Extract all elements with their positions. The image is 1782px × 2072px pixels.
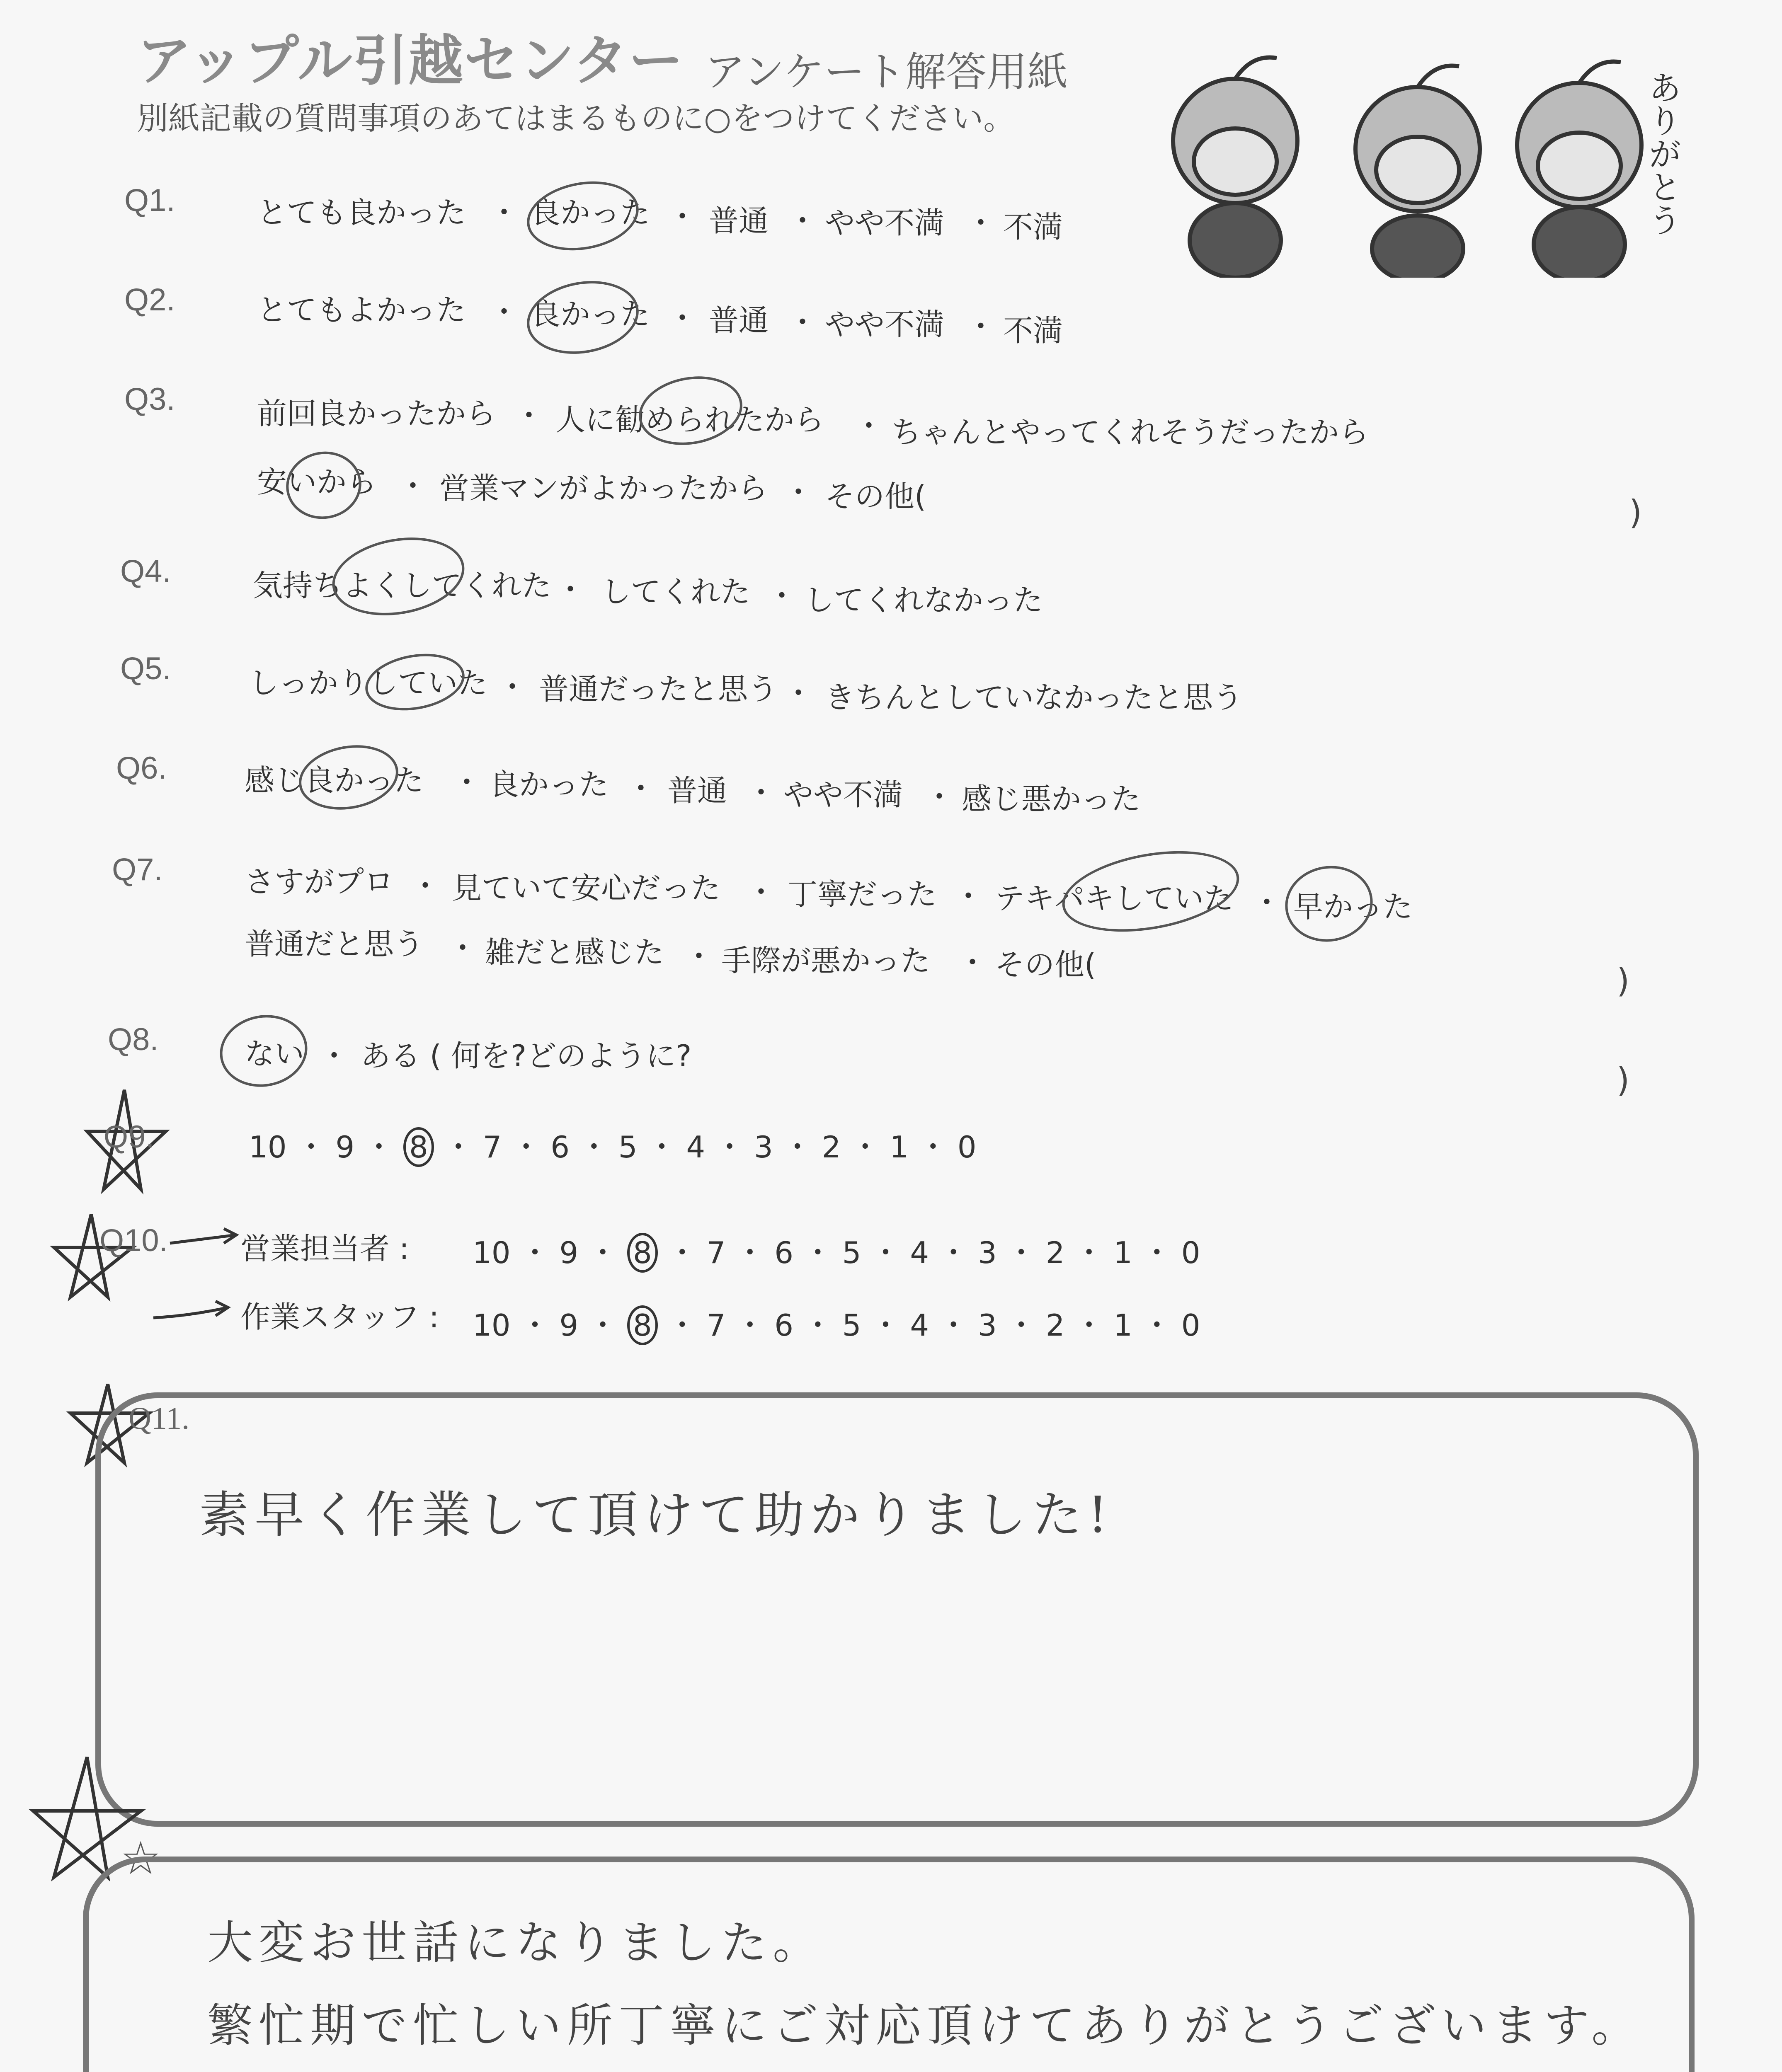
- q1-option-5[interactable]: 不満: [1003, 210, 1063, 244]
- q10-staff-score-4[interactable]: 4: [910, 1308, 929, 1343]
- q5-selection-circle: [361, 646, 469, 718]
- q4-option-1[interactable]: 気持ちよくしてくれた: [253, 568, 552, 603]
- arrow-doodle-staff: [149, 1297, 232, 1326]
- q11-label: Q11.: [128, 1401, 190, 1436]
- q9-score-6[interactable]: 6: [550, 1130, 570, 1164]
- q9-score-4[interactable]: 4: [686, 1130, 706, 1164]
- q7-option-2[interactable]: 見ていて安心だった: [452, 871, 721, 905]
- q3-option-1[interactable]: 前回良かったから: [257, 396, 496, 431]
- q9-score-10[interactable]: 10: [249, 1130, 287, 1164]
- q7-selection-circle-1: [1056, 839, 1245, 944]
- q9-score-5[interactable]: 5: [618, 1130, 638, 1164]
- q2-option-1[interactable]: とてもよかった: [257, 293, 466, 327]
- comment-line-1: 大変お世話になりました。: [207, 1916, 824, 1969]
- q5-label: Q5.: [120, 651, 171, 686]
- q4-selection-circle: [326, 528, 471, 625]
- q10-staff-score-8[interactable]: 8: [627, 1305, 658, 1345]
- monkey-mascots-illustration: [1152, 46, 1716, 278]
- q5-option-3[interactable]: きちんとしていなかったと思う: [825, 680, 1243, 715]
- q8-close-paren: ): [1617, 1061, 1630, 1099]
- q10-sales-score-3[interactable]: 3: [977, 1235, 997, 1270]
- q6-option-1[interactable]: 感じ良かった: [245, 763, 424, 798]
- q10-sales-score-7[interactable]: 7: [706, 1235, 726, 1270]
- q11-answer-text: 素早く作業して頂けて助かりました!: [199, 1486, 1114, 1544]
- q1-option-1[interactable]: とても良かった: [257, 195, 466, 230]
- q10-staff-score-5[interactable]: 5: [842, 1308, 861, 1343]
- q4-label: Q4.: [120, 554, 171, 589]
- q2-option-5[interactable]: 不満: [1003, 313, 1063, 348]
- q6-option-4[interactable]: やや不満: [783, 777, 903, 812]
- q7-option-6[interactable]: 普通だと思う: [245, 927, 424, 961]
- q8-label: Q8.: [108, 1022, 159, 1057]
- q10-staff-label: 作業スタッフ :: [240, 1300, 439, 1334]
- q10-sales-score-9[interactable]: 9: [559, 1235, 579, 1270]
- q2-option-3[interactable]: 普通: [709, 303, 769, 338]
- comment-line-3: [207, 2068, 1105, 2072]
- q2-option-2[interactable]: 良かった: [531, 297, 650, 332]
- q10-staff-score-10[interactable]: 10: [473, 1308, 511, 1343]
- q1-option-3[interactable]: 普通: [709, 203, 769, 238]
- q10-staff-score-1[interactable]: 1: [1113, 1308, 1132, 1343]
- q5-option-2[interactable]: 普通だったと思う: [539, 672, 778, 707]
- q10-staff-score-3[interactable]: 3: [977, 1308, 997, 1343]
- q4-option-3[interactable]: してくれなかった: [804, 583, 1043, 617]
- q6-selection-circle: [294, 738, 404, 817]
- q7-option-8[interactable]: 手際が悪かった: [721, 943, 931, 978]
- q11-answer-box[interactable]: [95, 1392, 1699, 1827]
- q3-selection-circle-1: [633, 368, 748, 453]
- q3-option-3[interactable]: ちゃんとやってくれそうだったから: [891, 415, 1369, 450]
- q3-label: Q3.: [124, 382, 175, 417]
- q10-staff-score-7[interactable]: 7: [706, 1308, 726, 1343]
- form-subtitle: アンケート解答用紙: [705, 48, 1068, 96]
- q8-option-2[interactable]: ある ( 何を?どのように?: [361, 1038, 692, 1073]
- q7-option-5[interactable]: 早かった: [1293, 889, 1413, 924]
- q6-option-5[interactable]: 感じ悪かった: [962, 782, 1141, 816]
- q3-option-6[interactable]: その他(: [825, 479, 926, 514]
- q10-sales-scale[interactable]: 10 ・ 9 ・ 8 ・ 7 ・ 6 ・ 5 ・ 4 ・ 3 ・ 2 ・ 1 ・ 0: [473, 1229, 1200, 1272]
- q9-label: Q9.: [104, 1119, 155, 1155]
- q3-option-4[interactable]: 安いから: [257, 465, 377, 499]
- q7-close-paren: ): [1617, 961, 1630, 1000]
- q7-option-7[interactable]: 雑だと感じた: [485, 935, 664, 970]
- q10-label: Q10.: [99, 1223, 168, 1258]
- arrow-doodle-sales: [166, 1227, 240, 1251]
- q1-option-2[interactable]: 良かった: [531, 195, 650, 230]
- q9-scale[interactable]: 10 ・ 9 ・ 8 ・ 7 ・ 6 ・ 5 ・ 4 ・ 3 ・ 2 ・ 1 ・ 0: [249, 1123, 977, 1166]
- q10-sales-score-4[interactable]: 4: [910, 1235, 929, 1270]
- q10-staff-score-6[interactable]: 6: [774, 1308, 793, 1343]
- q9-score-8[interactable]: 8: [403, 1127, 434, 1167]
- comment-star-marker: ☆: [120, 1832, 161, 1885]
- q9-score-2[interactable]: 2: [822, 1130, 841, 1164]
- q1-selection-circle: [521, 173, 644, 259]
- q9-score-3[interactable]: 3: [754, 1130, 773, 1164]
- company-title: アップル引越センター: [137, 29, 684, 93]
- q4-option-2[interactable]: してくれた: [601, 574, 751, 609]
- mascot-text: ありがとう: [1643, 70, 1682, 236]
- q10-staff-score-2[interactable]: 2: [1045, 1308, 1065, 1343]
- q1-option-4[interactable]: やや不満: [825, 206, 945, 240]
- q2-label: Q2.: [124, 282, 175, 317]
- q8-option-1[interactable]: ない: [245, 1036, 305, 1071]
- q10-sales-score-1[interactable]: 1: [1113, 1235, 1132, 1270]
- q6-option-2[interactable]: 良かった: [489, 767, 609, 802]
- q10-sales-score-10[interactable]: 10: [473, 1235, 511, 1270]
- q10-sales-score-0[interactable]: 0: [1181, 1235, 1200, 1270]
- q9-score-0[interactable]: 0: [957, 1130, 977, 1164]
- q7-selection-circle-2: [1279, 859, 1379, 949]
- q10-sales-score-5[interactable]: 5: [842, 1235, 861, 1270]
- q3-option-2[interactable]: 人に勧められたから: [555, 402, 824, 437]
- q7-label: Q7.: [112, 852, 163, 887]
- instructions: 別紙記載の質問事項のあてはまるものに○をつけてください。: [137, 100, 1015, 137]
- q5-option-1[interactable]: しっかりしていた: [249, 666, 488, 700]
- q7-option-4[interactable]: テキパキしていた: [995, 881, 1234, 916]
- q10-sales-label: 営業担当者 :: [240, 1231, 410, 1266]
- q3-close-paren: ): [1629, 493, 1642, 532]
- q1-label: Q1.: [124, 183, 175, 218]
- q9-score-9[interactable]: 9: [335, 1130, 355, 1164]
- q3-option-5[interactable]: 営業マンがよかったから: [439, 471, 768, 506]
- q9-score-7[interactable]: 7: [482, 1130, 502, 1164]
- q9-score-1[interactable]: 1: [890, 1130, 909, 1164]
- q6-label: Q6.: [116, 750, 167, 786]
- q10-sales-score-2[interactable]: 2: [1045, 1235, 1065, 1270]
- q2-option-4[interactable]: やや不満: [825, 307, 945, 342]
- q10-sales-score-8[interactable]: 8: [627, 1233, 658, 1273]
- q10-staff-scale[interactable]: 10 ・ 9 ・ 8 ・ 7 ・ 6 ・ 5 ・ 4 ・ 3 ・ 2 ・ 1 ・ 0: [473, 1301, 1200, 1344]
- q10-sales-score-6[interactable]: 6: [774, 1235, 793, 1270]
- q10-staff-score-9[interactable]: 9: [559, 1308, 579, 1343]
- q6-option-3[interactable]: 普通: [667, 773, 727, 808]
- q7-option-3[interactable]: 丁寧だった: [788, 877, 937, 912]
- q8-selection-circle: [214, 1008, 313, 1094]
- q7-option-1[interactable]: さすがプロ: [245, 864, 394, 899]
- q10-staff-score-0[interactable]: 0: [1181, 1308, 1200, 1343]
- q2-selection-circle: [521, 273, 645, 363]
- comment-line-2: 繁忙期で忙しい所丁寧にご対応頂けてありがとうございます。: [207, 1999, 1643, 2052]
- q7-option-9[interactable]: その他(: [995, 947, 1096, 982]
